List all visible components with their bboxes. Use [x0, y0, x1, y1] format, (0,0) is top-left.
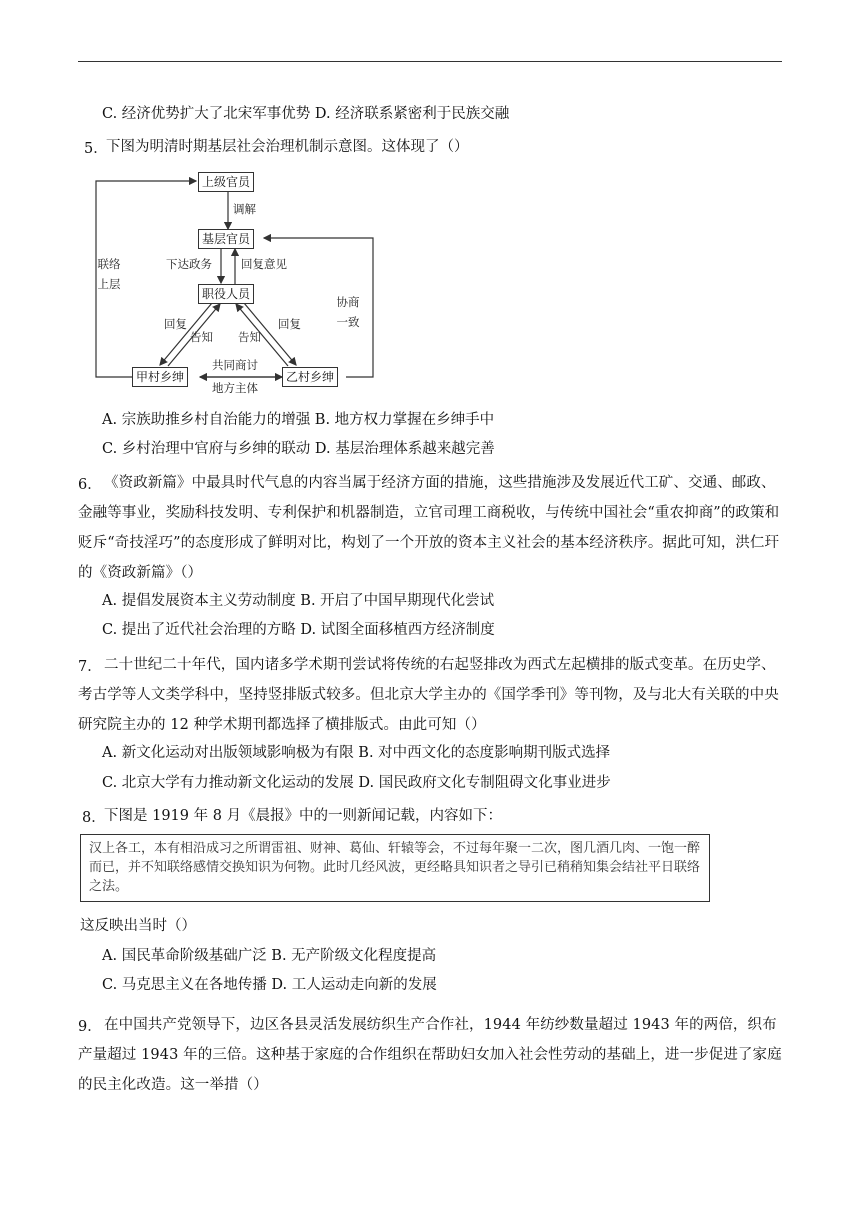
q7-option-ab[interactable]: A. 新文化运动对出版领域影响极为有限 B. 对中西文化的态度影响期刊版式选择 — [102, 745, 611, 761]
q7-option-cd[interactable]: C. 北京大学有力推动新文化运动的发展 D. 国民政府文化专制阻碍文化事业进步 — [102, 775, 611, 791]
label-notify-right: 告知 — [238, 330, 261, 344]
label-issue-affairs: 下达政务 — [166, 257, 212, 271]
q8-after-text: 这反映出当时（） — [80, 918, 196, 934]
q9-number: 9． — [78, 1019, 102, 1035]
q7-stem: 二十世纪二十年代，国内诸多学术期刊尝试将传统的右起竖排改为西式左起横排的版式变革。在历史学、考古学等人文类学科中，坚持竖排版式较多。但北京大学主办的《国学季刊》等刊物，及与北大有关联的中央研究院主办的 12 种学术期刊都选择了横排版式。由此可知（） — [78, 657, 779, 733]
box-superior-official: 上级官员 — [198, 172, 254, 192]
label-mediate: 调解 — [233, 202, 256, 216]
q6-number: 6． — [78, 477, 102, 493]
q5-number: 5． — [84, 141, 108, 157]
label-reply-opinion: 回复意见 — [241, 257, 287, 271]
q9-stem: 在中国共产党领导下，边区各县灵活发展纺织生产合作社，1944 年纺纱数量超过 1943 年的两倍，织布产量超过 1943 年的三倍。这种基于家庭的合作组织在帮助妇女加入社会性劳动的基础上，进一步促进了家庭的民主化改造。这一举措（） — [78, 1017, 782, 1093]
q6-option-cd[interactable]: C. 提出了近代社会治理的方略 D. 试图全面移植西方经济制度 — [102, 622, 495, 638]
q5-option-ab[interactable]: A. 宗族助推乡村自治能力的增强 B. 地方权力掌握在乡绅手中 — [102, 412, 495, 428]
box-village-b-gentry: 乙村乡绅 — [282, 367, 338, 387]
label-contact-superior: 联络上层 — [97, 257, 121, 291]
q4-option-cd[interactable]: C. 经济优势扩大了北宋军事优势 D. 经济联系紧密利于民族交融 — [102, 106, 510, 122]
q7-number: 7． — [78, 659, 102, 675]
label-joint-discussion: 共同商讨 — [212, 358, 258, 372]
q8-number: 8． — [82, 810, 106, 826]
q5-option-cd[interactable]: C. 乡村治理中官府与乡绅的联动 D. 基层治理体系越来越完善 — [102, 441, 495, 457]
header-rule — [78, 61, 782, 62]
label-reply-left: 回复 — [164, 317, 187, 331]
q6-option-ab[interactable]: A. 提倡发展资本主义劳动制度 B. 开启了中国早期现代化尝试 — [102, 593, 495, 609]
q8-stem: 下图是 1919 年 8 月《晨报》中的一则新闻记载，内容如下： — [104, 808, 503, 824]
q5-stem: 下图为明清时期基层社会治理机制示意图。这体现了（） — [106, 139, 469, 155]
q8-option-ab[interactable]: A. 国民革命阶级基础广泛 B. 无产阶级文化程度提高 — [102, 948, 437, 964]
q6-stem: 《资政新篇》中最具时代气息的内容当属于经济方面的措施，这些措施涉及发展近代工矿、交通、邮政、金融等事业，奖励科技发明、专利保护和机器制造，立官司理工商税收，与传统中国社会“重农抑商”的政策和贬斥“奇技淫巧”的态度形成了鲜明对比，构划了一个开放的资本主义社会的基本经济秩序。据此可知，洪仁玕的《资政新篇》（） — [78, 475, 780, 581]
box-grassroots-official: 基层官员 — [198, 229, 254, 249]
q8-option-cd[interactable]: C. 马克思主义在各地传播 D. 工人运动走向新的发展 — [102, 977, 437, 993]
box-service-staff: 职役人员 — [198, 284, 254, 304]
box-village-a-gentry: 甲村乡绅 — [132, 367, 188, 387]
label-notify-left: 告知 — [190, 330, 213, 344]
governance-diagram — [88, 172, 378, 400]
label-consult-agree: 协商一致 — [336, 295, 360, 329]
label-local-subject: 地方主体 — [212, 381, 258, 395]
news-excerpt-box: 汉上各工，本有相沿成习之所谓雷祖、财神、葛仙、轩辕等会，不过每年聚一二次，图几酒几肉、一饱一醉而已，并不知联络感情交换知识为何物。此时几经风波，更经略具知识者之导引已稍稍知集会结社平日联络之法。 — [80, 834, 710, 902]
label-reply-right: 回复 — [278, 317, 301, 331]
